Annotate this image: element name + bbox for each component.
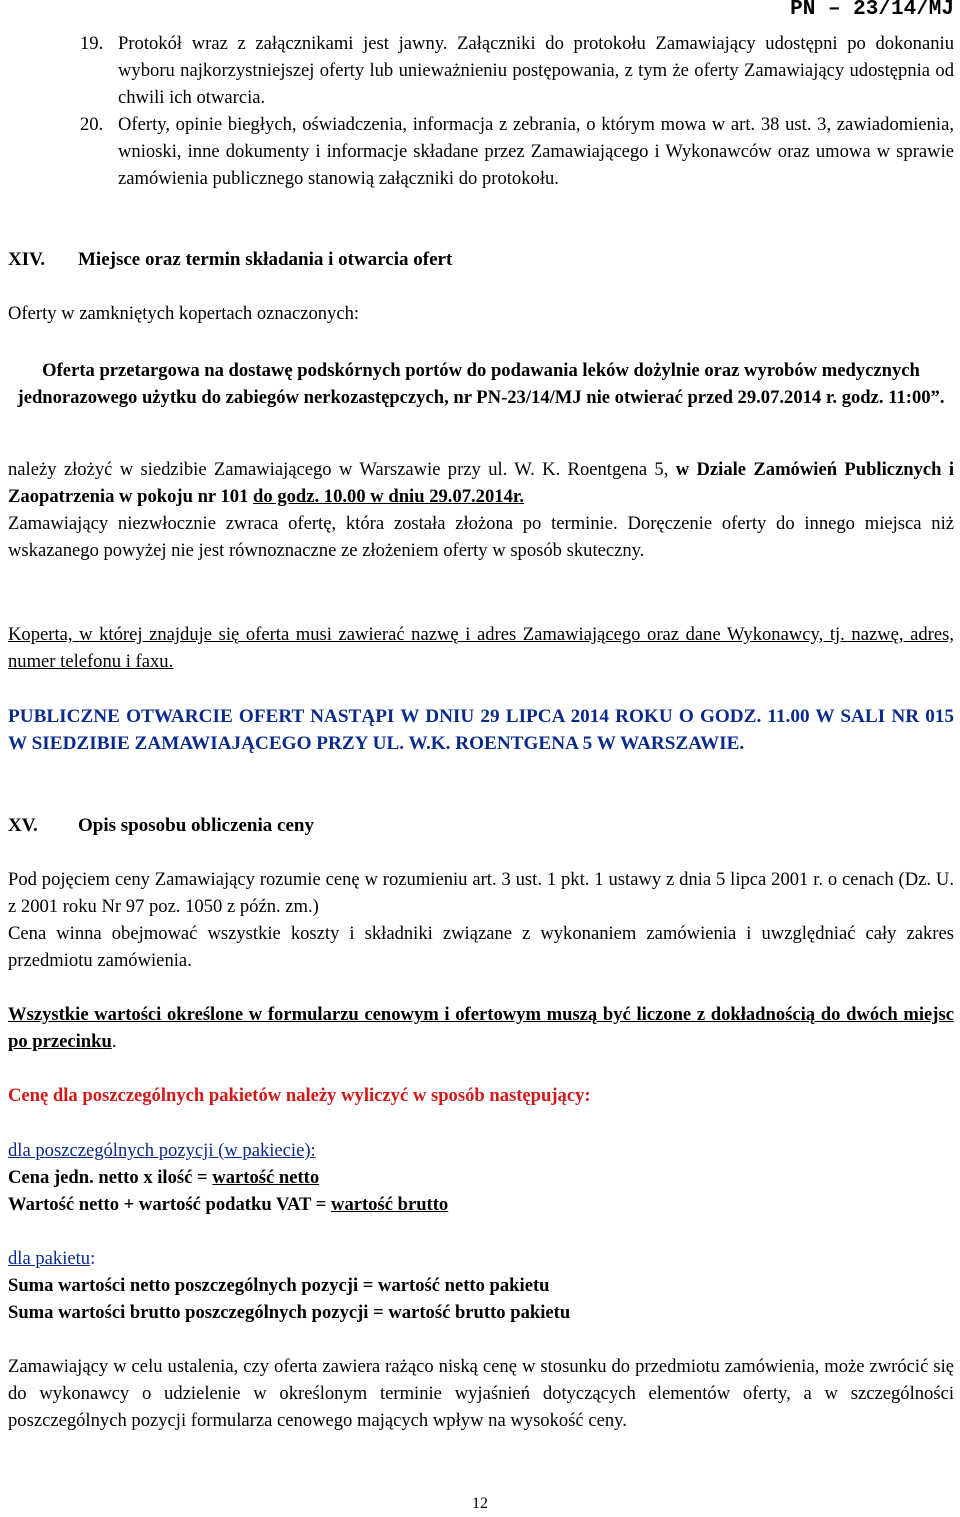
formula-gross-result: wartość brutto [331, 1194, 449, 1215]
submission-address: należy złożyć w siedzibie Zamawiającego w Warszawie przy ul. W. K. Roentgena 5, [8, 459, 669, 480]
late-offer-note [8, 510, 954, 564]
price-definition: Pod pojęciem ceny Zamawiający rozumie cenę w rozumieniu art. 3 ust. 1 pkt. 1 ustawy z dnia 5 lipca 2001 r. o cenach (Dz. U. z 2001 roku Nr 97 poz. 1050 z późn. zm.) [8, 869, 954, 917]
section-title: Miejsce oraz termin składania i otwarcia ofert [78, 249, 453, 270]
list-item-19 [80, 30, 954, 111]
package-net-formula: Suma wartości netto poszczególnych pozycji = wartość netto pakietu [8, 1275, 550, 1296]
section-number: XIV. [8, 249, 46, 270]
precision-rule-text: Wszystkie wartości określone w formularzu cenowym i ofertowym muszą być liczone z dokładnością do dwóch miejsc po przecinku [8, 1004, 954, 1052]
section-title: Opis sposobu obliczenia ceny [78, 815, 314, 836]
list-item-number: 20. [80, 114, 104, 135]
precision-rule-dot: . [111, 1031, 117, 1052]
list-item-text: Protokół wraz z załącznikami jest jawny. Załączniki do protokołu Zamawiający udostępni po dokonaniu wyboru najkorzystniejszej oferty lub unieważnieniu postępowania, z tym że oferty Zamawiający udostępnia od chwili ich otwarcia. [118, 33, 954, 108]
submission-place [8, 456, 954, 510]
calculation-heading: Cenę dla poszczególnych pakietów należy wyliczyć w sposób następujący: [8, 1085, 591, 1106]
formula-net [8, 1164, 954, 1191]
package-heading-colon: : [90, 1248, 96, 1269]
list-item-20 [80, 111, 954, 192]
list-item-text: Oferty, opinie biegłych, oświadczenia, informacja z zebrania, o którym mowa w art. 38 ust. 3, zawiadomienia, wnioski, inne dokumenty i informacje składane przez Zamawiającego i Wykonawców oraz umowa w sprawie zamówienia publicznego stanowią załączniki do protokołu. [118, 114, 954, 189]
envelope-label: Oferta przetargowa na dostawę podskórnych portów do podawania leków dożylnie oraz wyrobów medycznych jednorazowego użytku do zabiegów nerkozastępczych, nr PN-23/14/MJ nie otwierać przed 29.07.2014 r. godz. 11:00”. [17, 360, 945, 408]
submission-deadline: do godz. 10.00 w dniu 29.07.2014r. [253, 486, 525, 507]
delivery-elsewhere: Doręczenie oferty do innego miejsca niż wskazanego powyżej nie jest równoznaczne ze złożeniem oferty w sposób skuteczny. [8, 513, 954, 561]
section-number: XV. [8, 815, 38, 836]
positions-heading: dla poszczególnych pozycji (w pakiecie): [8, 1140, 316, 1161]
package-heading [8, 1245, 954, 1272]
package-heading-text: dla pakietu [8, 1248, 91, 1269]
formula-gross [8, 1191, 954, 1218]
price-scope: Cena winna obejmować wszystkie koszty i składniki związane z wykonaniem zamówienia i uwzględniać cały zakres przedmiotu zamówienia. [8, 923, 954, 971]
low-price-clause: Zamawiający w celu ustalenia, czy oferta zawiera rażąco niską cenę w stosunku do przedmiotu zamówienia, może zwrócić się do wykonawcy o udzielenie w określonym terminie wyjaśnień dotyczących elementów oferty, a w szczególności poszczególnych pozycji formularza cenowego mających wpływ na wysokość ceny. [8, 1356, 954, 1431]
document-code: PN – 23/14/MJ [790, 0, 954, 21]
public-opening-notice: PUBLICZNE OTWARCIE OFERT NASTĄPI W DNIU 29 LIPCA 2014 ROKU O GODZ. 11.00 W SALI NR 015 W SIEDZIBIE ZAMAWIAJĄCEGO PRZY UL. W.K. ROENTGENA 5 W WARSZAWIE. [8, 706, 954, 754]
submission-department: w Dziale Zamówień Publicznych i Zaopatrzenia w pokoju nr 101 [8, 459, 955, 507]
package-gross-formula: Suma wartości brutto poszczególnych pozycji = wartość brutto pakietu [8, 1302, 571, 1323]
formula-net-result: wartość netto [212, 1167, 320, 1188]
list-item-number: 19. [80, 33, 104, 54]
formula-net-left: Cena jedn. netto x ilość = [8, 1167, 213, 1188]
offers-intro: Oferty w zamkniętych kopertach oznaczonych: [8, 303, 360, 324]
precision-rule [8, 1001, 954, 1055]
late-offer-return: Zamawiający niezwłocznie zwraca ofertę, która została złożona po terminie. [8, 513, 618, 534]
formula-gross-left: Wartość netto + wartość podatku VAT = [8, 1194, 332, 1215]
page-number: 12 [472, 1495, 488, 1512]
envelope-contents: Koperta, w której znajduje się oferta musi zawierać nazwę i adres Zamawiającego oraz dane Wykonawcy, tj. nazwę, adres, numer telefonu i faxu. [8, 624, 954, 672]
